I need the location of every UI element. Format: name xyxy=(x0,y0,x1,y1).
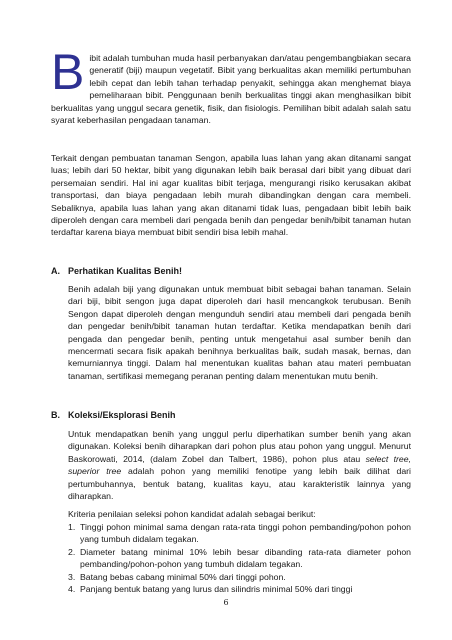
criteria-list xyxy=(68,521,411,595)
section-b-paragraph xyxy=(68,428,411,502)
list-item-text: Panjang bentuk batang yang lurus dan silindris minimal 50% dari tinggi xyxy=(80,584,353,595)
paragraph-2-text: Terkait dengan pembuatan tanaman Sengon, apabila luas lahan yang akan ditanami sangat luas; lebih dari 50 hektar, bibit yang digunakan lebih baik berasal dari bibit yang dibuat dari persemaian sendiri. Hal ini agar kualitas bibit terjaga, mengurangi risiko kerusakan akibat transportasi, dan biaya pengadaan lebih murah dibandingkan dengan cara membeli. Sebaliknya, apabila luas lahan yang akan ditanami tidak luas, pengadaan bibit lebih baik diperoleh dengan cara membeli dari pengada benih dan pengedar benih/bibit tanaman hutan terdaftar karena biaya membuat bibit sendiri bisa lebih mahal. xyxy=(51,153,411,238)
list-item xyxy=(68,571,411,583)
list-item-number: 3. xyxy=(68,571,76,582)
list-item-text: Tinggi pohon minimal sama dengan rata-rata tinggi pohon pembanding/pohon pohon yang tumbuh didalam tegakan. xyxy=(80,522,411,545)
section-a-number: A. xyxy=(51,266,60,276)
section-b-number: B. xyxy=(51,410,60,420)
list-item-number: 1. xyxy=(68,522,76,532)
list-item-number: 2. xyxy=(68,546,76,557)
intro-text: ibit adalah tumbuhan muda hasil perbanyakan dan/atau pengembangbiakan secara generatif (biji) maupun vegetatif. Bibit yang berkualitas akan memiliki pertumbuhan lebih cepat dan lebih tahan terhadap penyakit, sehingga akan menghemat biaya pemeliharaan bibit. Penggunaan benih berkualitas tinggi akan menghasilkan bibit berkualitas yang unggul secara genetik, fisik, dan fisiologis. Pemilihan bibit adalah salah satu syarat keberhasilan pengadaan tanaman. xyxy=(51,53,411,126)
intro-paragraph xyxy=(51,44,411,126)
section-b-text-2: adalah pohon yang memiliki fenotipe yang lebih baik dilihat dari pertumbuhannya, bentuk batang, kualitas kayu, atau karakteristik lainnya yang diharapkan. xyxy=(68,466,411,502)
list-item-text: Diameter batang minimal 10% lebih besar dibanding rata-rata diameter pohon pembanding/pohon-pohon yang tumbuh didalam tegakan. xyxy=(80,546,411,570)
list-item xyxy=(68,583,411,595)
paragraph-2 xyxy=(51,152,411,239)
section-b-italic-term: select tree, superior tree xyxy=(68,453,411,477)
page-number: 6 xyxy=(223,598,229,607)
section-b-text-1: Untuk mendapatkan benih yang unggul perlu diperhatikan sumber benih yang akan digunakan. Koleksi benih diharapkan dari pohon plus atau pohon yang unggul. Menurut Baskorowati, 2014, (dalam Zobel dan Talbert, 1986), pohon plus atau xyxy=(68,429,411,464)
section-a-text: Benih adalah biji yang digunakan untuk membuat bibit sebagai bahan tanaman. Selain dari biji, bibit sengon juga dapat diperoleh dari hasil mencangkok terubusan. Benih Sengon dapat diperoleh dengan mengunduh sendiri atau membeli dari pengada benih dan pengedar benih/bibit tanaman hutan terdaftar. Ketika mendapatkan benih dari pengada dan pengedar benih, penting untuk mengetahui asal sumber benih dan mencermati secara fisik apakah benihnya berkualitas baik, sudah masak, bernas, dan kemurniannya tinggi. Dalam hal menentukan kualitas bahan atau materi pembuatan tanaman, sertifikasi memegang peranan penting dalam menentukan mutu benih. xyxy=(68,284,411,381)
criteria-intro-text: Kriteria penilaian seleksi pohon kandidat adalah sebagai berikut: xyxy=(68,509,316,519)
section-b-heading xyxy=(51,409,176,421)
section-a-title: Perhatikan Kualitas Benih! xyxy=(68,266,183,276)
list-item xyxy=(68,521,411,546)
section-b-title: Koleksi/Eksplorasi Benih xyxy=(68,410,176,420)
list-item-number: 4. xyxy=(68,584,76,595)
section-a-heading xyxy=(51,265,182,277)
list-item-text: Batang bebas cabang minimal 50% dari tinggi pohon. xyxy=(80,571,286,582)
drop-cap: B xyxy=(51,44,85,100)
criteria-intro xyxy=(68,508,411,520)
section-a-paragraph xyxy=(68,283,411,382)
list-item xyxy=(68,546,411,571)
